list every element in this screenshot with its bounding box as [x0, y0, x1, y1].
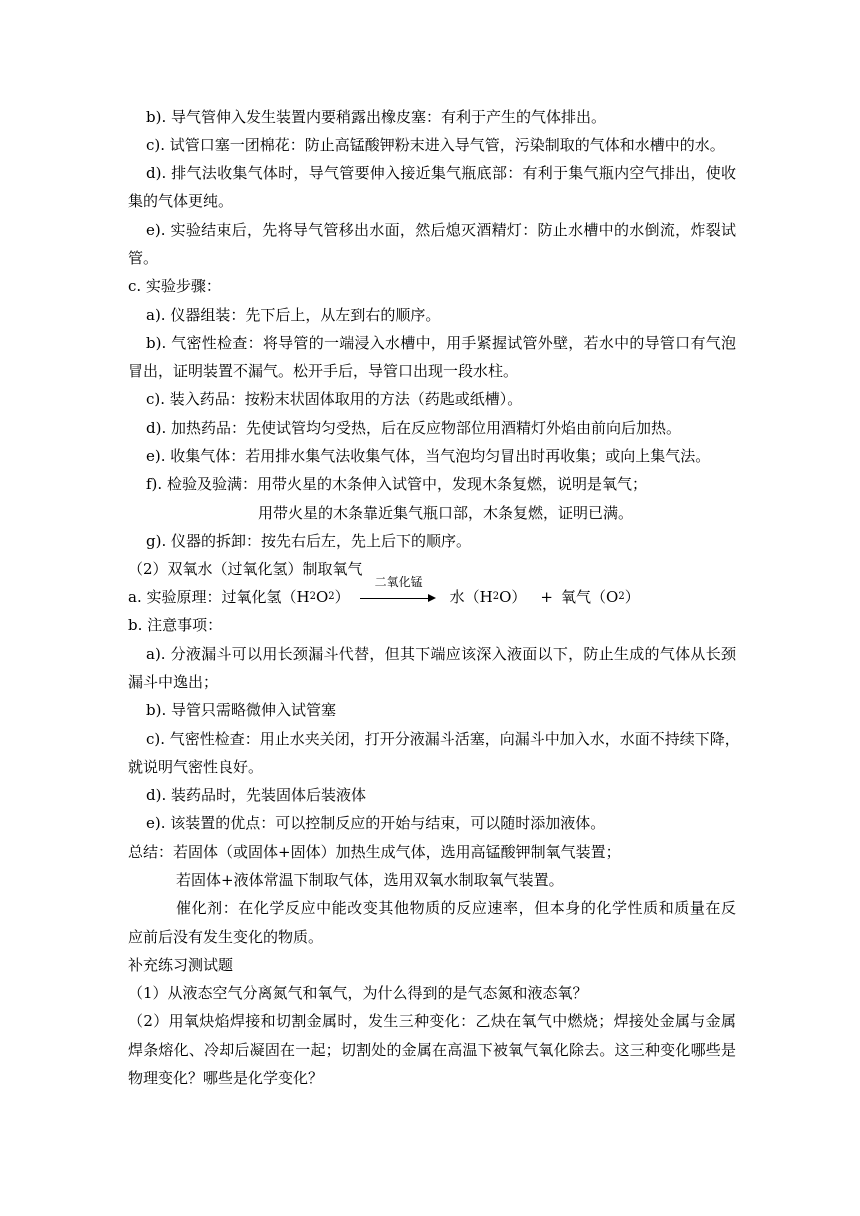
text-line: 焊条熔化、冷却后凝固在一起；切割处的金属在高温下被氧气氧化除去。这三种变化哪些是: [128, 1041, 736, 1059]
reaction-equation: a. 实验原理：过氧化氢（H 2 O 2 ） 二氧化锰 水（H 2 O） + 氧气（O 2 ）: [128, 584, 736, 610]
arrow-line: [360, 598, 430, 599]
reaction-arrow: [360, 575, 436, 610]
text-line: e). 实验结束后，先将导气管移出水面，然后熄灭酒精灯：防止水槽中的水倒流，炸裂试: [146, 221, 736, 239]
text-line: b). 导气管伸入发生装置内要稍露出橡皮塞：有利于产生的气体排出。: [146, 108, 606, 126]
equation-text: O: [315, 588, 329, 606]
question-2: （2）用氧炔焰焊接和切割金属时，发生三种变化：乙炔在氧气中燃烧；焊接处金属与金属: [128, 1012, 736, 1030]
question-1: （1）从液态空气分离氮气和氧气，为什么得到的是气态氮和液态氧？: [128, 984, 588, 1002]
text-line: 冒出，证明装置不漏气。松开手后，导管口出现一段水柱。: [128, 362, 519, 380]
reaction-condition: 二氧化锰: [374, 575, 423, 589]
text-line: 就说明气密性良好。: [128, 758, 264, 776]
text-line: c). 气密性检查：用止水夹关闭，打开分液漏斗活塞，向漏斗中加入水，水面不持续下降，: [146, 730, 740, 748]
text-line: 漏斗中逸出；: [128, 673, 219, 691]
product-water: 水（H: [449, 588, 493, 606]
text-line: 管。: [128, 249, 159, 267]
catalyst-definition: 催化剂：在化学反应中能改变其他物质的反应速率，但本身的化学性质和质量在反: [176, 899, 736, 917]
section-heading: （2）双氧水（过氧化氢）制取氧气: [128, 560, 363, 578]
section-heading: b. 注意事项：: [128, 616, 223, 634]
text-line: d). 装药品时，先装固体后装液体: [146, 786, 366, 804]
text-line: b). 导管只需略微伸入试管塞: [146, 701, 336, 719]
text-line: e). 该装置的优点：可以控制反应的开始与结束，可以随时添加液体。: [146, 814, 606, 832]
text-line: 集的气体更纯。: [128, 192, 234, 210]
equation-prefix: a. 实验原理：过氧化氢（H: [128, 588, 310, 606]
text-line: 应前后没有发生变化的物质。: [128, 928, 324, 946]
text-line: 物理变化？哪些是化学变化？: [128, 1069, 324, 1087]
text-line: d). 排气法收集气体时，导气管要伸入接近集气瓶底部：有利于集气瓶内空气排出，使收: [146, 164, 736, 182]
text-line: 用带火星的木条靠近集气瓶口部，木条复燃，证明已满。: [258, 504, 634, 522]
text-line: a). 分液漏斗可以用长颈漏斗代替，但其下端应该深入液面以下，防止生成的气体从长颈: [146, 645, 736, 663]
text-line: f). 检验及验满：用带火星的木条伸入试管中，发现木条复燃，说明是氧气；: [146, 475, 647, 493]
text-line: c). 装入药品：按粉末状固体取用的方法（药匙或纸槽）。: [146, 390, 523, 408]
text-line: e). 收集气体：若用排水集气法收集气体，当气泡均匀冒出时再收集；或向上集气法。: [146, 447, 711, 465]
plus-sign: +: [540, 588, 553, 606]
arrow-head-icon: [428, 594, 436, 602]
summary-line: 总结：若固体（或固体+固体）加热生成气体，选用高锰酸钾制氧气装置；: [128, 843, 621, 861]
summary-line: 若固体+液体常温下制取气体，选用双氧水制取氧气装置。: [176, 871, 564, 889]
equation-text: ）: [334, 588, 350, 606]
text-line: d). 加热药品：先使试管均匀受热，后在反应物部位用酒精灯外焰由前向后加热。: [146, 419, 681, 437]
text-line: c). 试管口塞一团棉花：防止高锰酸钾粉末进入导气管，污染制取的气体和水槽中的水。: [146, 136, 725, 154]
text-line: a). 仪器组装：先下后上，从左到右的顺序。: [146, 306, 441, 324]
product-oxygen: 氧气（O: [561, 588, 619, 606]
text-line: b). 气密性检查：将导管的一端浸入水槽中，用手紧握试管外壁，若水中的导管口有气泡: [146, 334, 736, 352]
section-heading: c. 实验步骤：: [128, 277, 221, 295]
equation-text: ）: [624, 588, 640, 606]
equation-text: O）: [499, 588, 527, 606]
text-line: g). 仪器的拆卸：按先右后左，先上后下的顺序。: [146, 532, 471, 550]
section-heading: 补充练习测试题: [128, 956, 234, 974]
